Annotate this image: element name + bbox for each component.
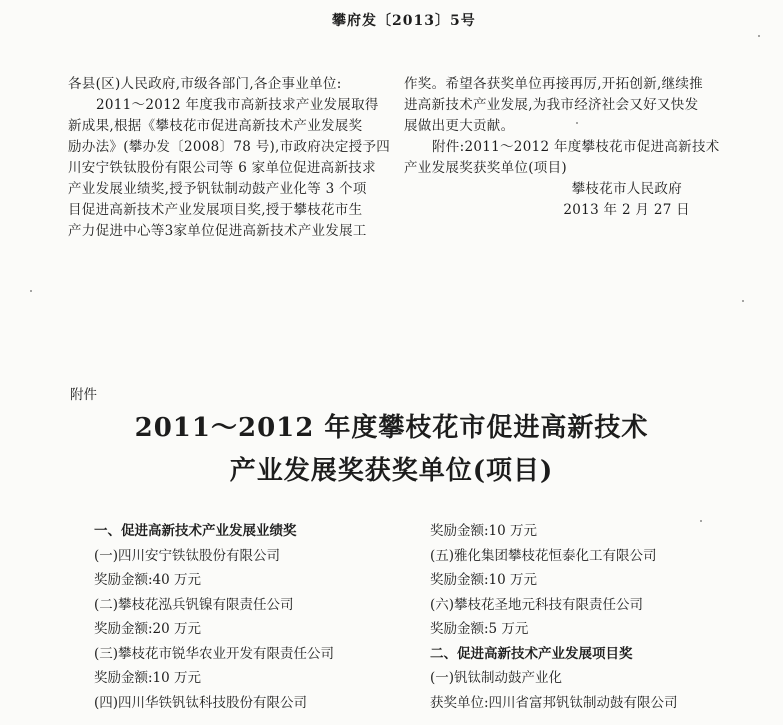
- notice-right-column: [404, 74, 734, 221]
- award-list-left: [94, 519, 334, 715]
- attachment-title-line2: 产业发展奖获奖单位(项目): [229, 456, 554, 486]
- award-entry: (一)四川安宁铁钛股份有限公司: [94, 547, 281, 564]
- award-entry: (三)攀枝花市锐华农业开发有限责任公司: [94, 645, 335, 662]
- attachment-title-line1: 2011～2012 年度攀枝花市促进高新技术: [134, 413, 649, 443]
- attachment-label: 附件: [70, 387, 97, 403]
- award-amount: 奖励金额:10 万元: [94, 670, 202, 686]
- scan-speck: [742, 300, 744, 302]
- notice-line: 进高新技术产业发展,为我市经济社会又好又快发: [404, 97, 699, 113]
- signature-date: 2013 年 2 月 27 日: [563, 202, 690, 218]
- award-amount: 奖励金额:10 万元: [430, 572, 538, 588]
- award-list-right: [430, 519, 678, 715]
- notice-line: 产力促进中心等3家单位促进高新技术产业发展工: [68, 223, 367, 239]
- attachment-reference: 附件:2011～2012 年度攀枝花市促进高新技术: [432, 139, 720, 155]
- attachment-reference-cont: 产业发展奖获奖单位(项目): [404, 160, 567, 176]
- award-amount: 奖励金额:5 万元: [430, 621, 529, 637]
- award-entry: (六)攀枝花圣地元科技有限责任公司: [430, 596, 644, 613]
- document-number: 攀府发〔2013〕5号: [332, 13, 476, 29]
- scan-speck: [700, 520, 702, 522]
- award-entry: (五)雅化集团攀枝花恒泰化工有限公司: [430, 547, 657, 564]
- award-amount: 奖励金额:40 万元: [94, 572, 202, 588]
- notice-line: 产业发展业绩奖,授予钒钛制动鼓产业化等 3 个项: [68, 181, 367, 197]
- scan-speck: [30, 290, 32, 292]
- award-amount: 奖励金额:20 万元: [94, 621, 202, 637]
- notice-line: 展做出更大贡献。: [404, 118, 515, 134]
- notice-line: 川安宁铁钛股份有限公司等 6 家单位促进高新技求: [68, 160, 376, 176]
- signature-org: 攀枝花市人民政府: [571, 181, 682, 197]
- award-entry: (一)钒钛制动鼓产业化: [430, 670, 563, 686]
- award-winner: 获奖单位:四川省富邦钒钛制动鼓有限公司: [430, 694, 678, 711]
- notice-line: 励办法》(攀办发〔2008〕78 号),市政府决定授予四: [68, 139, 391, 155]
- scan-speck: [758, 35, 760, 37]
- award-entry: (四)四川华铁钒钛科技股份有限公司: [94, 694, 308, 711]
- award-amount: 奖励金额:10 万元: [430, 523, 538, 539]
- scan-speck: [576, 122, 578, 124]
- notice-salutation: 各县(区)人民政府,市级各部门,各企事业单位:: [68, 76, 342, 92]
- section-heading: 一、促进高新技术产业发展业绩奖: [94, 523, 297, 539]
- notice-line: 目促进高新技术产业发展项目奖,授于攀枝花市生: [68, 202, 363, 218]
- section-heading: 二、促进高新技术产业发展项目奖: [430, 645, 633, 662]
- award-entry: (二)攀枝花泓兵钒镍有限责任公司: [94, 596, 294, 613]
- notice-line: 新成果,根据《攀枝花市促进高新技术产业发展奖: [68, 118, 363, 134]
- notice-line: 作奖。希望各获奖单位再接再厉,开拓创新,继续推: [404, 76, 703, 92]
- notice-left-column: [68, 74, 393, 242]
- notice-line: 2011～2012 年度我市高新技求产业发展取得: [96, 97, 379, 113]
